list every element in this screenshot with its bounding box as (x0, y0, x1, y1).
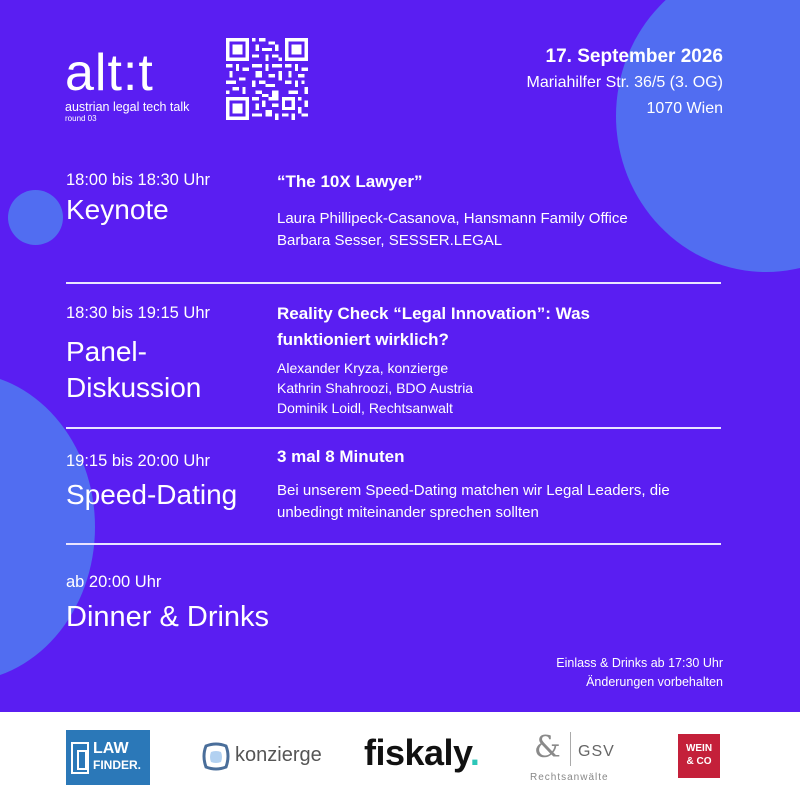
logo-wordmark: alt:t (65, 44, 154, 102)
slot-title: Speed-Dating (66, 479, 238, 510)
speaker: Kathrin Shahroozi, BDO Austria (277, 380, 474, 396)
slot-time: 18:00 bis 18:30 Uhr (66, 171, 211, 189)
slot-time: 19:15 bis 20:00 Uhr (66, 452, 211, 470)
sponsor-gsv-logo[interactable] (528, 726, 618, 786)
lawfinder-text: LAW (93, 740, 129, 757)
decor-circle-small (8, 190, 63, 245)
fiskaly-text: fiskaly (364, 732, 470, 773)
speaker-list (277, 358, 473, 418)
slot-description (277, 480, 727, 524)
speaker-list (277, 208, 628, 252)
qr-code-icon[interactable] (226, 38, 308, 120)
talk-title (277, 301, 590, 353)
footnote (556, 654, 723, 692)
talk-title: “The 10X Lawyer” (277, 172, 423, 191)
divider (66, 427, 721, 429)
sponsor-fiskaly-logo[interactable] (364, 732, 479, 774)
divider (66, 282, 721, 284)
slot-time: 18:30 bis 19:15 Uhr (66, 304, 211, 322)
description-line: unbedingt miteinander sprechen sollten (277, 504, 539, 521)
sponsor-weinco-logo[interactable] (678, 734, 720, 778)
event-address-line1: Mariahilfer Str. 36/5 (3. OG) (526, 74, 723, 91)
slot-title-line: Panel- (66, 336, 147, 367)
footnote-line: Einlass & Drinks ab 17:30 Uhr (556, 656, 723, 670)
decor-circle-top-right (616, 0, 800, 272)
lawfinder-text: FINDER. (93, 758, 141, 772)
altt-logo (65, 44, 190, 123)
sponsor-lawfinder-logo[interactable] (66, 730, 150, 785)
talk-title-line: funktioniert wirklich? (277, 330, 449, 349)
speaker: Alexander Kryza, konzierge (277, 360, 449, 376)
sponsor-bar (0, 712, 800, 800)
event-info (526, 44, 723, 122)
konzierge-logo-icon (200, 740, 232, 774)
slot-time: ab 20:00 Uhr (66, 573, 162, 591)
slot-title: Keynote (66, 194, 169, 225)
footnote-line: Änderungen vorbehalten (586, 675, 723, 689)
konzierge-text: konzierge (235, 744, 322, 766)
gsv-logo-icon: & (534, 730, 561, 765)
gsv-divider (570, 732, 571, 766)
event-date: 17. September 2026 (545, 46, 723, 67)
gsv-text: GSV (578, 743, 615, 760)
talk-title-line: Reality Check “Legal Innovation”: Was (277, 304, 590, 323)
description-line: Bei unserem Speed-Dating matchen wir Legal Leaders, die (277, 482, 670, 499)
event-address-line2: 1070 Wien (646, 100, 723, 117)
gsv-subtitle: Rechtsanwälte (530, 772, 609, 783)
speaker: Barbara Sesser, SESSER.LEGAL (277, 232, 503, 249)
talk-title: 3 mal 8 Minuten (277, 447, 405, 466)
weinco-text: WEIN (685, 743, 713, 754)
slot-title (66, 334, 201, 406)
logo-subtitle: austrian legal tech talk (65, 100, 190, 114)
weinco-text: & CO (686, 756, 712, 767)
decor-circle-left (0, 372, 95, 682)
divider (66, 543, 721, 545)
slot-title-line: Diskussion (66, 372, 202, 403)
fiskaly-dot: . (469, 732, 480, 773)
speaker: Dominik Loidl, Rechtsanwalt (277, 400, 453, 416)
slot-title: Dinner & Drinks (66, 601, 270, 633)
lawfinder-mark-icon (71, 742, 89, 774)
logo-round: round 03 (65, 114, 97, 123)
speaker: Laura Phillipeck-Casanova, Hansmann Family Office (277, 210, 628, 227)
